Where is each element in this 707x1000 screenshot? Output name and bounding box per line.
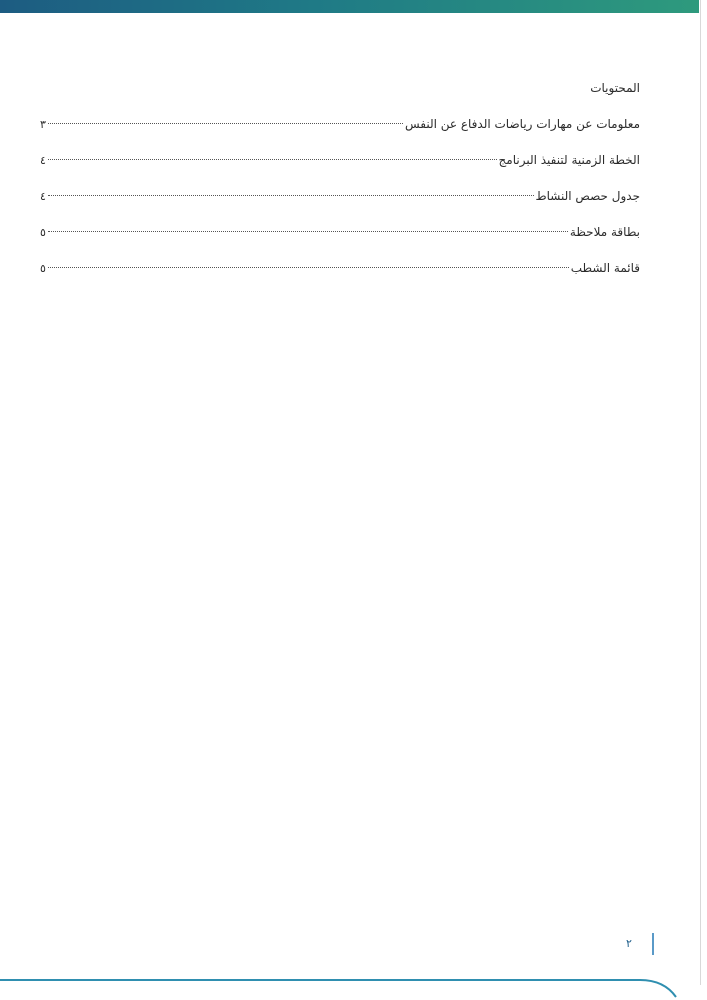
toc-entry-page: ٥ — [40, 262, 46, 275]
toc-entry-page: ٣ — [40, 118, 46, 131]
toc-dot-leader — [48, 123, 403, 124]
toc-entry-label: قائمة الشطب — [570, 261, 640, 275]
toc-entry[interactable] — [40, 258, 640, 278]
toc-dot-leader — [48, 267, 569, 268]
header-gradient-bar — [0, 0, 699, 13]
toc-entry-page: ٤ — [40, 154, 46, 167]
toc-entry[interactable] — [40, 114, 640, 134]
table-of-contents — [40, 78, 640, 294]
page-right-edge — [700, 0, 701, 985]
toc-entry[interactable] — [40, 150, 640, 170]
toc-title: المحتويات — [590, 81, 640, 95]
page-number-divider — [652, 933, 654, 955]
toc-dot-leader — [48, 195, 534, 196]
toc-entry[interactable] — [40, 222, 640, 242]
toc-entry-label: جدول حصص النشاط — [535, 189, 640, 203]
toc-entry-label: بطاقة ملاحظة — [569, 225, 640, 239]
toc-dot-leader — [48, 231, 568, 232]
toc-entry-page: ٤ — [40, 190, 46, 203]
footer-curve-path — [0, 980, 676, 997]
toc-entry[interactable] — [40, 186, 640, 206]
toc-dot-leader — [48, 159, 497, 160]
toc-entry-label: معلومات عن مهارات رياضات الدفاع عن النفس — [404, 117, 640, 131]
footer-curve-line — [0, 965, 707, 1000]
page-number: ٢ — [626, 937, 632, 950]
toc-entry-page: ٥ — [40, 226, 46, 239]
toc-entry-label: الخطة الزمنية لتنفيذ البرنامج — [498, 153, 640, 167]
